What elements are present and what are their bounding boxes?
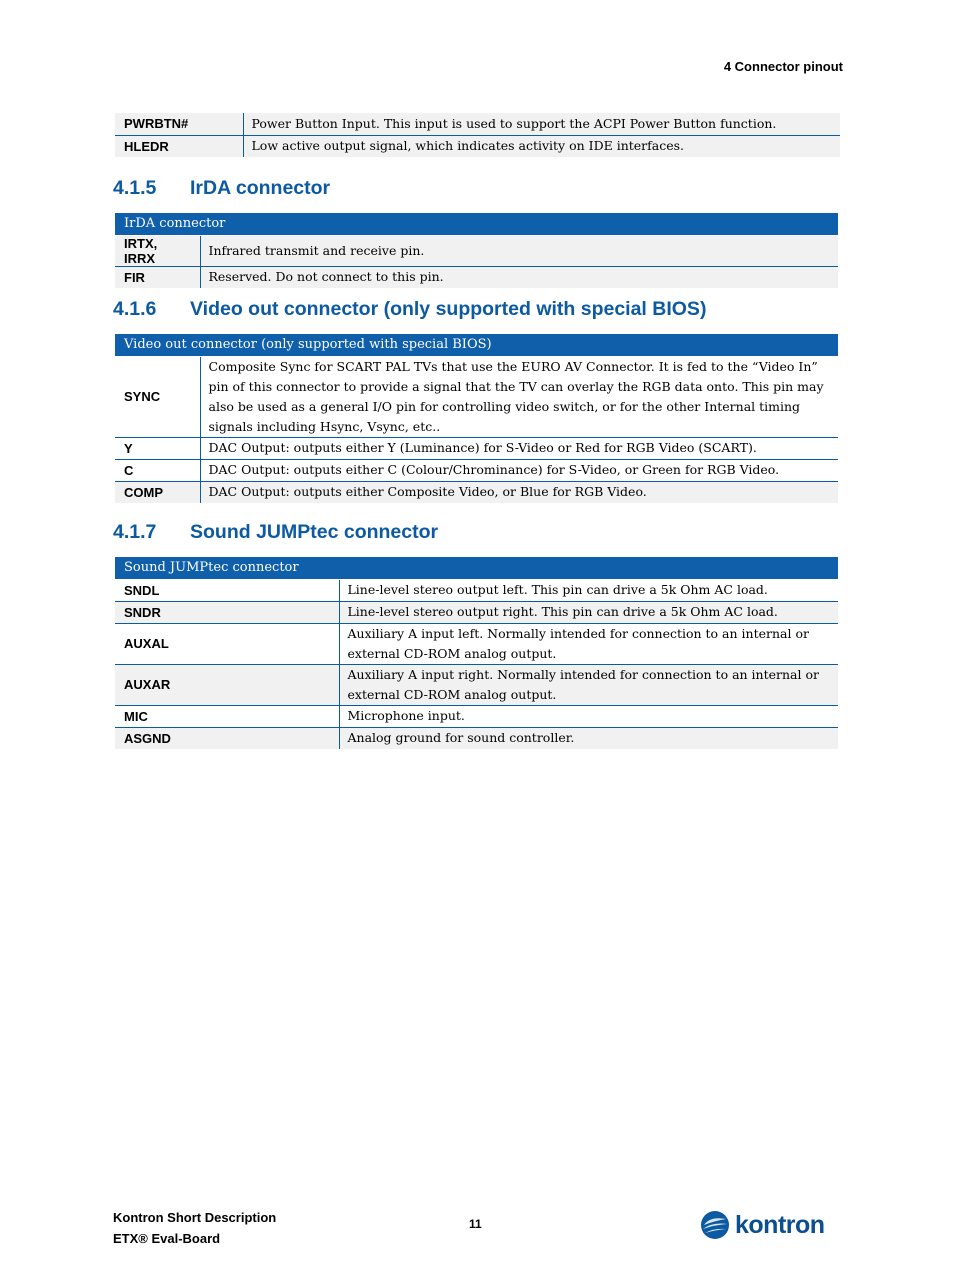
table-row	[115, 727, 838, 749]
pin-description: Microphone input.	[339, 705, 838, 727]
section-heading-video: 4.1.6 Video out connector (only supported with special BIOS)	[113, 298, 707, 320]
pin-description: Auxiliary A input left. Normally intended for connection to an internal or external CD-ROM analog output.	[339, 623, 838, 664]
pin-name: SNDL	[115, 579, 339, 601]
table-row	[115, 356, 838, 437]
pin-description: Analog ground for sound controller.	[339, 727, 838, 749]
pin-description: DAC Output: outputs either C (Colour/Chrominance) for S-Video, or Green for RGB Video.	[200, 459, 838, 481]
section-heading-sound: 4.1.7 Sound JUMPtec connector	[113, 521, 439, 543]
pin-description: Reserved. Do not connect to this pin.	[200, 266, 838, 288]
pin-name: SYNC	[115, 356, 200, 437]
table-row	[115, 579, 838, 601]
table-header-label: IrDA connector	[115, 213, 838, 235]
signal-table-irda	[115, 213, 838, 289]
running-header: 4 Connector pinout	[723, 59, 843, 74]
signal-table-sound	[115, 557, 838, 750]
table-row	[115, 437, 838, 459]
table-row	[115, 235, 838, 266]
kontron-logo-icon	[700, 1210, 730, 1240]
pin-name: AUXAL	[115, 623, 339, 664]
pin-name: C	[115, 459, 200, 481]
table-row	[115, 459, 838, 481]
table-header-label: Sound JUMPtec connector	[115, 557, 838, 579]
pin-name: SNDR	[115, 601, 339, 623]
page-number: 11	[469, 1217, 482, 1231]
pin-name: HLEDR	[115, 135, 243, 157]
pin-description: DAC Output: outputs either Composite Video, or Blue for RGB Video.	[200, 481, 838, 503]
table-row	[115, 113, 840, 135]
kontron-logo	[700, 1210, 825, 1240]
pin-name: MIC	[115, 705, 339, 727]
table-row	[115, 705, 838, 727]
footer-document-title	[113, 1207, 276, 1249]
pin-description: Infrared transmit and receive pin.	[200, 235, 838, 266]
pin-description: Line-level stereo output right. This pin can drive a 5k Ohm AC load.	[339, 601, 838, 623]
pin-name: PWRBTN#	[115, 113, 243, 135]
table-row	[115, 623, 838, 664]
table-header	[115, 334, 838, 356]
table-header	[115, 213, 838, 235]
signal-table-video	[115, 334, 838, 504]
table-row	[115, 601, 838, 623]
pin-name: AUXAR	[115, 664, 339, 705]
table-header-label: Video out connector (only supported with special BIOS)	[115, 334, 838, 356]
pin-description: Power Button Input. This input is used to support the ACPI Power Button function.	[243, 113, 840, 135]
pin-description: Composite Sync for SCART PAL TVs that use the EURO AV Connector. It is fed to the “Video In” pin of this connector to provide a signal that the TV can overlay the RGB data onto. This pin may also be used as a general I/O pin for controlling video switch, or for the other Internal timing signals including Hsync, Vsync, etc..	[200, 356, 838, 437]
pin-description: DAC Output: outputs either Y (Luminance) for S-Video or Red for RGB Video (SCART).	[200, 437, 838, 459]
pin-name: FIR	[115, 266, 200, 288]
table-header	[115, 557, 838, 579]
table-row	[115, 481, 838, 503]
table-row	[115, 664, 838, 705]
table-row	[115, 266, 838, 288]
pin-description: Line-level stereo output left. This pin can drive a 5k Ohm AC load.	[339, 579, 838, 601]
footer-line-1: Kontron Short Description	[113, 1210, 277, 1225]
kontron-logo-text: kontron	[735, 1210, 825, 1239]
pin-name: IRTX, IRRX	[115, 235, 200, 266]
pin-name: ASGND	[115, 727, 339, 749]
section-heading-irda: 4.1.5 IrDA connector	[113, 177, 331, 199]
pin-description: Auxiliary A input right. Normally intended for connection to an internal or external CD-ROM analog output.	[339, 664, 838, 705]
pin-name: COMP	[115, 481, 200, 503]
signal-table-top	[115, 113, 840, 158]
table-row	[115, 135, 840, 157]
pin-description: Low active output signal, which indicates activity on IDE interfaces.	[243, 135, 840, 157]
footer-line-2: ETX® Eval-Board	[113, 1231, 221, 1246]
pin-name: Y	[115, 437, 200, 459]
